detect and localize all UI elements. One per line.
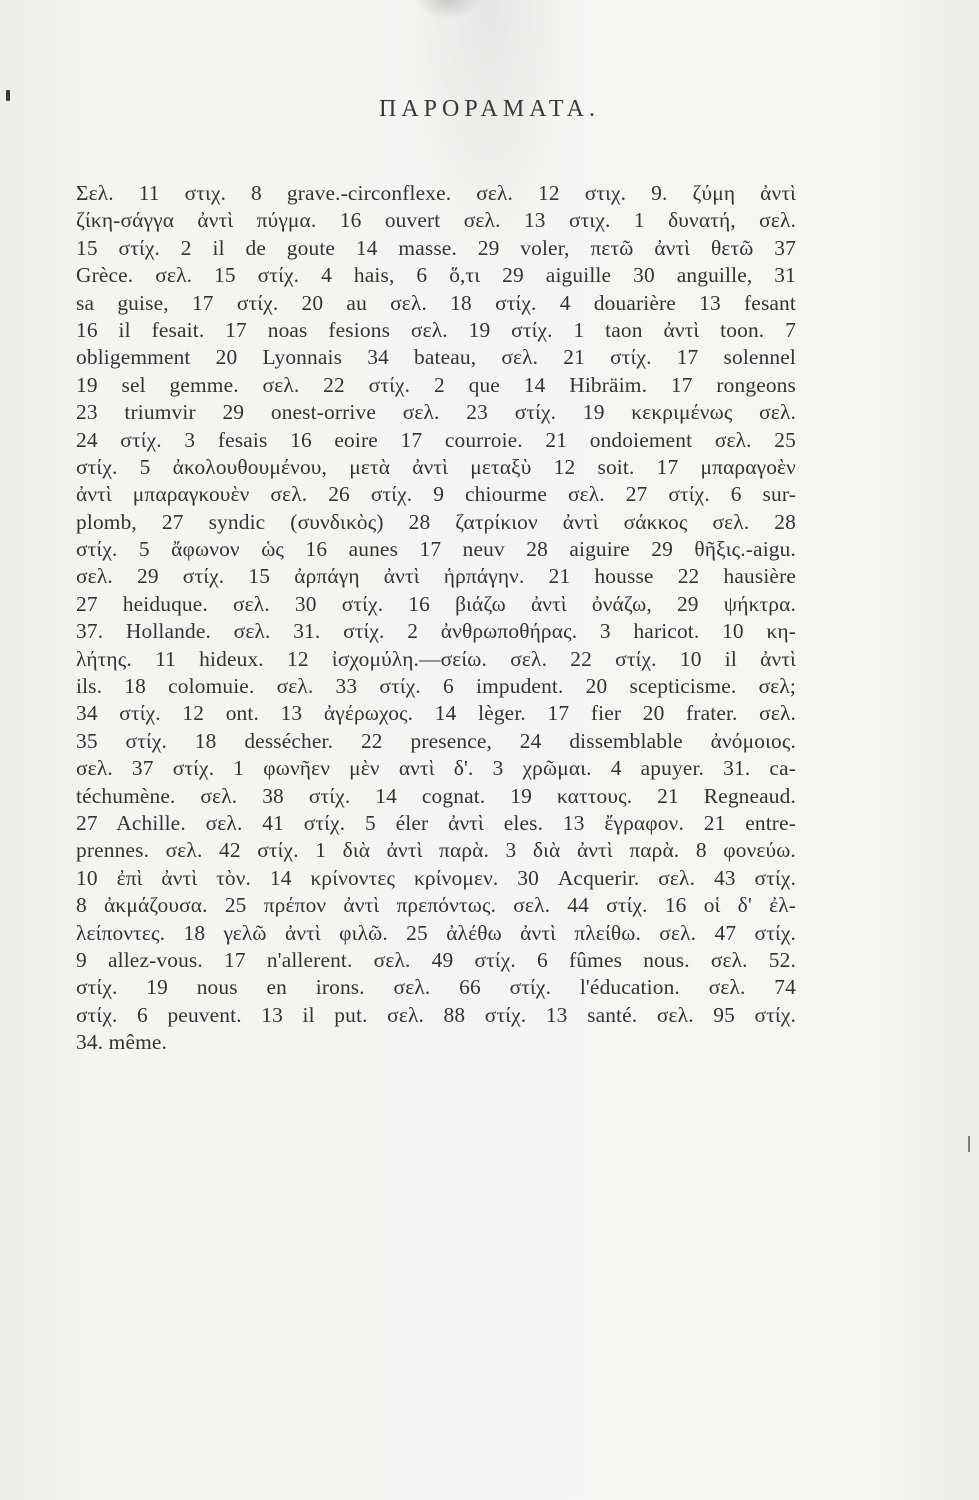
text-line: σελ. 37 στίχ. 1 φωνῆεν μὲν αντὶ δ'. 3 χρῶμαι. 4 apuyer. 31. ca- [76,756,796,781]
text-line: στίχ. 19 nous en irons. σελ. 66 στίχ. l'éducation. σελ. 74 [76,975,796,1000]
margin-mark [968,1136,970,1152]
text-line: prennes. σελ. 42 στίχ. 1 διὰ ἀντὶ παρὰ. 3 διὰ ἀντὶ παρὰ. 8 φονεύω. [76,838,796,863]
text-line: Grèce. σελ. 15 στίχ. 4 hais, 6 ὅ,τι 29 aiguille 30 anguille, 31 [76,263,796,288]
text-line: plomb, 27 syndic (συνδικὸς) 28 ζατρίκιον ἀντὶ σάκκος σελ. 28 [76,509,796,534]
text-line: sa guise, 17 στίχ. 20 au σελ. 18 στίχ. 4 douarière 13 fesant [76,290,796,315]
text-line: σελ. 29 στίχ. 15 ἀρπάγη ἀντὶ ἡρπάγην. 21 housse 22 hausière [76,564,796,589]
text-line: 8 ἀκμάζουσα. 25 πρέπον ἀντὶ πρεπόντως. σελ. 44 στίχ. 16 οἱ δ' ἐλ- [76,893,796,918]
text-line: λείποντες. 18 γελῶ ἀντὶ φιλῶ. 25 ἀλέθω ἀντὶ πλείθω. σελ. 47 στίχ. [76,920,796,945]
text-line: λήτης. 11 hideux. 12 ἰσχομύλη.—σείω. σελ. 22 στίχ. 10 il ἀντὶ [76,646,796,671]
text-line: στίχ. 5 ἄφωνον ὡς 16 aunes 17 neuv 28 aiguire 29 θῆξις.-aigu. [76,537,796,562]
errata-text [76,180,796,1057]
text-line: 9 allez-vous. 17 n'allerent. σελ. 49 στίχ. 6 fûmes nous. σελ. 52. [76,947,796,972]
text-line: στίχ. 6 peuvent. 13 il put. σελ. 88 στίχ. 13 santé. σελ. 95 στίχ. [76,1002,796,1027]
text-line: 27 Achille. σελ. 41 στίχ. 5 éler ἀντὶ eles. 13 ἔγραφον. 21 entre- [76,810,796,835]
text-line: 35 στίχ. 18 dessécher. 22 presence, 24 dissemblable ἀνόμοιος. [76,728,796,753]
ink-smudge [418,0,478,18]
text-line: ils. 18 colomuie. σελ. 33 στίχ. 6 impudent. 20 scepticisme. σελ; [76,674,796,699]
text-line: 24 στίχ. 3 fesais 16 eoire 17 courroie. 21 ondoiement σελ. 25 [76,427,796,452]
text-line: 16 il fesait. 17 noas fesions σελ. 19 στίχ. 1 taon ἀντὶ toon. 7 [76,317,796,342]
text-line: 19 sel gemme. σελ. 22 στίχ. 2 que 14 Hibräim. 17 rongeons [76,372,796,397]
text-line: στίχ. 5 ἀκολουθουμένου, μετὰ ἀντὶ μεταξὺ 12 soit. 17 μπαραγοὲν [76,454,796,479]
text-line: téchumène. σελ. 38 στίχ. 14 cognat. 19 καττους. 21 Regneaud. [76,783,796,808]
text-line: obligemment 20 Lyonnais 34 bateau, σελ. 21 στίχ. 17 solennel [76,345,796,370]
text-line: 37. Hollande. σελ. 31. στίχ. 2 ἀνθρωποθήρας. 3 haricot. 10 κη- [76,619,796,644]
text-line: Σελ. 11 στιχ. 8 grave.-circonflexe. σελ. 12 στιχ. 9. ζύμη ἀντὶ [76,181,796,205]
text-line: 15 στίχ. 2 il de goute 14 masse. 29 voler, πετῶ ἀντὶ θετῶ 37 [76,235,796,260]
page-title: ΠΑΡΟΡΑΜΑΤΑ. [379,96,600,122]
text-line: ζίκη-σάγγα ἀντὶ πύγμα. 16 ouvert σελ. 13 στιχ. 1 δυνατή, σελ. [76,208,796,233]
text-line: 34 στίχ. 12 ont. 13 ἀγέρωχος. 14 lèger. 17 fier 20 frater. σελ. [76,701,796,726]
text-line: 27 heiduque. σελ. 30 στίχ. 16 βιάζω ἀντὶ ὀνάζω, 29 ψήκτρα. [76,591,796,616]
text-line: 34. même. [76,1030,168,1055]
text-line: 10 ἐπὶ ἀντὶ τὸν. 14 κρίνοντες κρίνομεν. 30 Acquerir. σελ. 43 στίχ. [76,865,796,890]
text-line: ἀντὶ μπαραγκουὲν σελ. 26 στίχ. 9 chiourme σελ. 27 στίχ. 6 sur- [76,482,796,507]
text-line: 23 triumvir 29 onest-orrive σελ. 23 στίχ. 19 κεκριμένως σελ. [76,400,796,425]
